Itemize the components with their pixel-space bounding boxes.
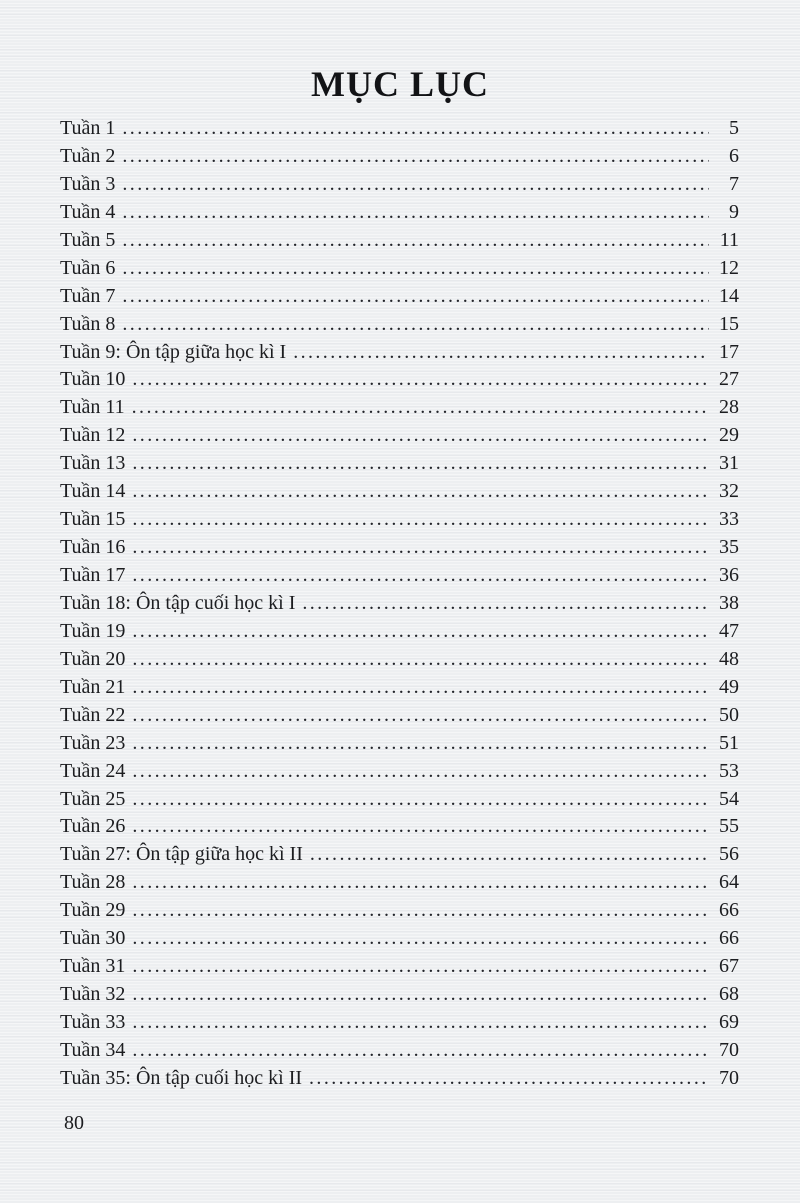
toc-entry-label: Tuần 14 — [60, 480, 126, 503]
toc-row — [60, 897, 739, 925]
toc-entry-page: 28 — [719, 396, 739, 419]
dot-leader — [132, 981, 709, 1009]
dot-leader — [122, 171, 709, 199]
toc-entry-page: 70 — [719, 1038, 739, 1061]
toc-entry-label: Tuần 30 — [60, 927, 126, 950]
dot-leader — [132, 953, 709, 981]
toc-entry-page: 6 — [729, 144, 739, 167]
toc-entry-label: Tuần 18: Ôn tập cuối học kì I — [60, 591, 296, 614]
toc-entry-page: 69 — [719, 1011, 739, 1033]
toc-entry-page: 66 — [719, 899, 739, 922]
toc-row — [60, 283, 739, 311]
toc-entry-page: 64 — [719, 871, 739, 894]
dot-leader — [122, 311, 709, 339]
toc-entry-page: 12 — [719, 256, 739, 279]
toc-entry-page: 15 — [719, 312, 739, 335]
toc-entry-page: 54 — [719, 787, 739, 810]
dot-leader — [122, 115, 709, 143]
toc-entry-page: 29 — [719, 424, 739, 447]
toc-entry-label: Tuần 11 — [60, 396, 125, 419]
dot-leader — [309, 1065, 709, 1093]
toc-entry-label: Tuần 12 — [60, 424, 126, 447]
toc-entry-label: Tuần 9: Ôn tập giữa học kì I — [60, 340, 287, 363]
toc-entry-label: Tuần 31 — [60, 955, 126, 978]
toc-row — [60, 450, 739, 478]
toc-row — [60, 981, 739, 1009]
dot-leader — [132, 674, 709, 702]
dot-leader — [132, 730, 709, 758]
dot-leader — [132, 506, 709, 534]
toc-entry-label: Tuần 17 — [60, 564, 126, 586]
toc-row — [60, 841, 739, 869]
toc-entry-label: Tuần 34 — [60, 1038, 126, 1061]
toc-entry-label: Tuần 32 — [60, 983, 126, 1006]
toc-entry-page: 51 — [719, 731, 739, 754]
toc-entry-label: Tuần 15 — [60, 508, 126, 531]
toc-entry-label: Tuần 19 — [60, 619, 126, 642]
toc-entry-page: 27 — [719, 368, 739, 391]
toc-row — [60, 1009, 739, 1037]
dot-leader — [132, 1037, 709, 1065]
dot-leader — [132, 534, 709, 562]
toc-entry-label: Tuần 3 — [60, 172, 116, 195]
dot-leader — [132, 786, 709, 814]
toc-entry-page: 5 — [729, 117, 739, 139]
page-title: MỤC LỤC — [311, 64, 489, 104]
toc-entry-label: Tuần 26 — [60, 815, 126, 838]
footer-page-number: 80 — [64, 1112, 84, 1134]
toc-entry-label: Tuần 29 — [60, 899, 126, 922]
toc-entry-page: 66 — [719, 927, 739, 950]
toc-row — [60, 869, 739, 897]
dot-leader — [122, 255, 709, 283]
toc-entry-label: Tuần 6 — [60, 256, 116, 279]
dot-leader — [132, 813, 709, 841]
toc-entry-page: 9 — [729, 200, 739, 223]
toc-entry-page: 35 — [719, 536, 739, 559]
toc-row — [60, 1065, 739, 1093]
toc-entry-page: 36 — [719, 564, 739, 586]
dot-leader — [132, 897, 709, 925]
toc-entry-page: 67 — [719, 955, 739, 978]
toc-entry-label: Tuần 13 — [60, 452, 126, 475]
dot-leader — [310, 841, 709, 869]
dot-leader — [132, 702, 709, 730]
toc-entry-label: Tuần 22 — [60, 703, 126, 726]
toc-entry-page: 48 — [719, 647, 739, 670]
toc-row — [60, 366, 739, 394]
dot-leader — [132, 618, 709, 646]
toc-entry-label: Tuần 28 — [60, 871, 126, 894]
dot-leader — [132, 646, 709, 674]
toc-entry-label: Tuần 1 — [60, 117, 116, 139]
toc-entry-page: 14 — [719, 284, 739, 307]
toc-row — [60, 786, 739, 814]
toc-entry-page: 47 — [719, 619, 739, 642]
dot-leader — [132, 1009, 709, 1037]
dot-leader — [132, 869, 709, 897]
toc-row — [60, 953, 739, 981]
toc-list — [60, 115, 739, 1093]
toc-row — [60, 618, 739, 646]
toc-row — [60, 534, 739, 562]
toc-entry-label: Tuần 5 — [60, 228, 116, 251]
toc-entry-label: Tuần 23 — [60, 731, 126, 754]
toc-entry-page: 56 — [719, 843, 739, 866]
toc-entry-page: 53 — [719, 759, 739, 782]
toc-entry-page: 49 — [719, 675, 739, 698]
toc-row — [60, 925, 739, 953]
toc-entry-label: Tuần 16 — [60, 536, 126, 559]
toc-row — [60, 674, 739, 702]
toc-entry-label: Tuần 4 — [60, 200, 116, 223]
toc-entry-label: Tuần 7 — [60, 284, 116, 307]
toc-entry-page: 31 — [719, 452, 739, 475]
toc-row — [60, 562, 739, 590]
toc-entry-page: 68 — [719, 983, 739, 1006]
toc-entry-page: 33 — [719, 508, 739, 531]
dot-leader — [122, 227, 709, 255]
toc-entry-label: Tuần 27: Ôn tập giữa học kì II — [60, 843, 303, 866]
toc-row — [60, 115, 739, 143]
dot-leader — [132, 422, 709, 450]
toc-entry-page: 17 — [719, 340, 739, 363]
toc-row — [60, 590, 739, 618]
dot-leader — [302, 590, 709, 618]
toc-row — [60, 311, 739, 339]
dot-leader — [132, 478, 709, 506]
toc-row — [60, 339, 739, 367]
toc-row — [60, 478, 739, 506]
dot-leader — [132, 450, 709, 478]
dot-leader — [132, 562, 709, 590]
dot-leader — [122, 143, 709, 171]
toc-row — [60, 255, 739, 283]
toc-row — [60, 646, 739, 674]
toc-entry-label: Tuần 25 — [60, 787, 126, 810]
toc-row — [60, 813, 739, 841]
dot-leader — [122, 199, 709, 227]
toc-entry-page: 70 — [719, 1066, 739, 1089]
toc-row — [60, 758, 739, 786]
toc-row — [60, 422, 739, 450]
toc-entry-page: 11 — [719, 228, 739, 251]
toc-entry-label: Tuần 10 — [60, 368, 126, 391]
toc-entry-label: Tuần 2 — [60, 144, 116, 167]
toc-entry-page: 55 — [719, 815, 739, 838]
toc-entry-label: Tuần 20 — [60, 647, 126, 670]
toc-entry-page: 50 — [719, 703, 739, 726]
toc-row — [60, 171, 739, 199]
toc-row — [60, 227, 739, 255]
dot-leader — [132, 394, 709, 422]
toc-entry-label: Tuần 8 — [60, 312, 116, 335]
toc-entry-label: Tuần 21 — [60, 675, 126, 698]
toc-row — [60, 702, 739, 730]
toc-entry-page: 32 — [719, 480, 739, 503]
dot-leader — [132, 758, 709, 786]
dot-leader — [132, 925, 709, 953]
dot-leader — [122, 283, 709, 311]
toc-row — [60, 394, 739, 422]
toc-entry-page: 38 — [719, 591, 739, 614]
toc-row — [60, 199, 739, 227]
toc-row — [60, 1037, 739, 1065]
toc-entry-label: Tuần 33 — [60, 1011, 126, 1033]
toc-row — [60, 730, 739, 758]
toc-entry-page: 7 — [729, 172, 739, 195]
dot-leader — [293, 339, 709, 367]
toc-entry-label: Tuần 24 — [60, 759, 126, 782]
toc-entry-label: Tuần 35: Ôn tập cuối học kì II — [60, 1066, 303, 1089]
toc-row — [60, 143, 739, 171]
dot-leader — [132, 366, 709, 394]
toc-row — [60, 506, 739, 534]
